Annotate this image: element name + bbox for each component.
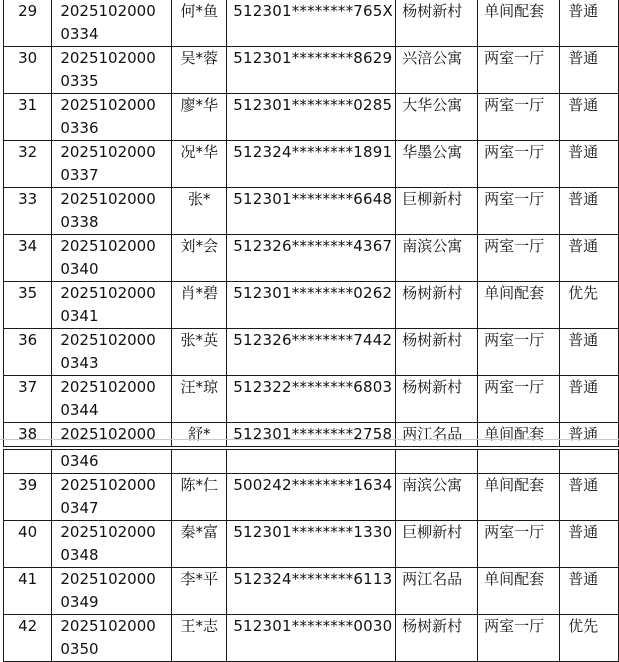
serial-number-cell: 42	[4, 615, 52, 662]
applicant-name-cell	[172, 450, 227, 474]
housing-project-cell: 南滨公寓	[396, 235, 478, 282]
serial-number-cell: 41	[4, 568, 52, 615]
applicant-name-cell: 廖*华	[172, 94, 227, 141]
table-row	[4, 423, 619, 447]
application-code-line-2: 0349	[60, 593, 99, 611]
application-code-line-2: 0343	[60, 354, 99, 372]
application-code-line-2: 0341	[60, 307, 99, 325]
application-code-cell	[52, 0, 172, 47]
housing-project-cell: 兴涪公寓	[396, 47, 478, 94]
serial-number-cell: 39	[4, 474, 52, 521]
table-row	[4, 615, 619, 662]
serial-number-cell: 30	[4, 47, 52, 94]
table-row	[4, 568, 619, 615]
application-code-line-1: 2025102000	[60, 143, 156, 161]
application-code-cell: 0346	[52, 450, 172, 474]
applicant-name-cell: 况*华	[172, 141, 227, 188]
application-code-line-1: 2025102000	[60, 96, 156, 114]
category-cell: 普通	[560, 521, 619, 568]
application-code-line-1: 2025102000	[60, 2, 156, 20]
application-code-cell	[52, 615, 172, 662]
table-row	[4, 94, 619, 141]
application-code-line-2: 0347	[60, 499, 99, 517]
category-cell: 普通	[560, 423, 619, 447]
application-code-cell	[52, 188, 172, 235]
applicant-name-cell: 肖*碧	[172, 282, 227, 329]
serial-number-cell: 31	[4, 94, 52, 141]
category-cell: 普通	[560, 568, 619, 615]
application-code-line-2: 0337	[60, 166, 99, 184]
id-number-cell: 512301********0030	[227, 615, 396, 662]
category-cell: 普通	[560, 235, 619, 282]
id-number-cell: 512301********0262	[227, 282, 396, 329]
category-cell: 优先	[560, 282, 619, 329]
application-code-line-1: 2025102000	[60, 284, 156, 302]
housing-project-cell: 杨树新村	[396, 615, 478, 662]
unit-type-cell: 单间配套	[478, 282, 560, 329]
application-code-line-1: 2025102000	[60, 237, 156, 255]
applicant-name-cell: 刘*会	[172, 235, 227, 282]
application-code-line-1: 2025102000	[60, 331, 156, 349]
applicant-name-cell: 王*志	[172, 615, 227, 662]
id-number-cell: 500242********1634	[227, 474, 396, 521]
application-code-cell	[52, 423, 172, 447]
application-code-line-2: 0344	[60, 401, 99, 419]
application-code-cell	[52, 376, 172, 423]
id-number-cell: 512301********1330	[227, 521, 396, 568]
application-code-cell	[52, 521, 172, 568]
unit-type-cell: 两室一厅	[478, 329, 560, 376]
application-code-line-2: 0336	[60, 119, 99, 137]
category-cell: 普通	[560, 141, 619, 188]
table-row	[4, 141, 619, 188]
serial-number-cell: 34	[4, 235, 52, 282]
unit-type-cell: 两室一厅	[478, 141, 560, 188]
unit-type-cell: 两室一厅	[478, 188, 560, 235]
housing-project-cell: 巨柳新村	[396, 188, 478, 235]
application-code-cell	[52, 141, 172, 188]
application-code-line-1: 2025102000	[60, 476, 156, 494]
housing-project-cell: 两江名品	[396, 423, 478, 447]
serial-number-cell: 36	[4, 329, 52, 376]
application-code-cell	[52, 282, 172, 329]
application-code-line-1: 2025102000	[60, 523, 156, 541]
id-number-cell: 512301********0285	[227, 94, 396, 141]
table-body-page-1	[4, 0, 619, 447]
applicant-name-cell: 张*英	[172, 329, 227, 376]
id-number-cell	[227, 450, 396, 474]
serial-number-cell: 37	[4, 376, 52, 423]
housing-project-cell: 杨树新村	[396, 329, 478, 376]
application-code-cell	[52, 235, 172, 282]
id-number-cell: 512301********8629	[227, 47, 396, 94]
application-code-cell	[52, 568, 172, 615]
unit-type-cell: 两室一厅	[478, 235, 560, 282]
unit-type-cell	[478, 450, 560, 474]
category-cell	[560, 450, 619, 474]
serial-number-cell: 32	[4, 141, 52, 188]
serial-number-cell: 29	[4, 0, 52, 47]
table-row	[4, 0, 619, 47]
id-number-cell: 512301********765X	[227, 0, 396, 47]
application-code-line-1: 2025102000	[60, 570, 156, 588]
allocation-table-page-2	[3, 449, 619, 662]
unit-type-cell: 两室一厅	[478, 47, 560, 94]
category-cell: 普通	[560, 0, 619, 47]
table-body-page-2	[4, 450, 619, 662]
application-code-cell	[52, 329, 172, 376]
applicant-name-cell: 李*平	[172, 568, 227, 615]
table-row	[4, 235, 619, 282]
allocation-table-page-1	[3, 0, 619, 447]
table-row	[4, 521, 619, 568]
category-cell: 普通	[560, 94, 619, 141]
applicant-name-cell: 何*鱼	[172, 0, 227, 47]
unit-type-cell: 两室一厅	[478, 376, 560, 423]
applicant-name-cell: 陈*仁	[172, 474, 227, 521]
id-number-cell: 512326********7442	[227, 329, 396, 376]
unit-type-cell: 单间配套	[478, 568, 560, 615]
table-row	[4, 282, 619, 329]
table-row	[4, 47, 619, 94]
application-code-line-2: 0348	[60, 546, 99, 564]
table-row	[4, 376, 619, 423]
unit-type-cell: 两室一厅	[478, 521, 560, 568]
unit-type-cell: 单间配套	[478, 0, 560, 47]
unit-type-cell: 单间配套	[478, 474, 560, 521]
applicant-name-cell: 舒*	[172, 423, 227, 447]
id-number-cell: 512324********6113	[227, 568, 396, 615]
table-row	[4, 188, 619, 235]
application-code-cell	[52, 474, 172, 521]
id-number-cell: 512326********4367	[227, 235, 396, 282]
applicant-name-cell: 张*	[172, 188, 227, 235]
id-number-cell: 512301********2758	[227, 423, 396, 447]
table-row-continuation	[4, 450, 619, 474]
housing-project-cell	[396, 450, 478, 474]
table-row	[4, 474, 619, 521]
category-cell: 普通	[560, 376, 619, 423]
serial-number-cell: 33	[4, 188, 52, 235]
table-row	[4, 329, 619, 376]
unit-type-cell: 两室一厅	[478, 94, 560, 141]
application-code-cell	[52, 94, 172, 141]
application-code-line-1: 2025102000	[60, 378, 156, 396]
application-code-line-1: 2025102000	[60, 190, 156, 208]
application-code-line-2: 0335	[60, 72, 99, 90]
housing-project-cell: 大华公寓	[396, 94, 478, 141]
page-break-divider	[0, 439, 619, 440]
serial-number-cell: 38	[4, 423, 52, 447]
application-code-line-2: 0338	[60, 213, 99, 231]
id-number-cell: 512324********1891	[227, 141, 396, 188]
application-code-line-2: 0350	[60, 640, 99, 658]
category-cell: 普通	[560, 329, 619, 376]
serial-number-cell	[4, 450, 52, 474]
housing-project-cell: 杨树新村	[396, 376, 478, 423]
applicant-name-cell: 吴*蓉	[172, 47, 227, 94]
application-code-cell	[52, 47, 172, 94]
housing-project-cell: 杨树新村	[396, 0, 478, 47]
serial-number-cell: 40	[4, 521, 52, 568]
category-cell: 普通	[560, 474, 619, 521]
unit-type-cell: 两室一厅	[478, 615, 560, 662]
id-number-cell: 512322********6803	[227, 376, 396, 423]
housing-project-cell: 杨树新村	[396, 282, 478, 329]
category-cell: 普通	[560, 47, 619, 94]
application-code-line-1: 2025102000	[60, 425, 156, 443]
serial-number-cell: 35	[4, 282, 52, 329]
category-cell: 优先	[560, 615, 619, 662]
housing-project-cell: 两江名品	[396, 568, 478, 615]
application-code-line-1: 2025102000	[60, 49, 156, 67]
applicant-name-cell: 汪*琼	[172, 376, 227, 423]
housing-project-cell: 南滨公寓	[396, 474, 478, 521]
applicant-name-cell: 秦*富	[172, 521, 227, 568]
housing-project-cell: 华墨公寓	[396, 141, 478, 188]
unit-type-cell: 单间配套	[478, 423, 560, 447]
housing-project-cell: 巨柳新村	[396, 521, 478, 568]
application-code-line-2: 0340	[60, 260, 99, 278]
application-code-line-2: 0334	[60, 25, 99, 43]
application-code-line-1: 2025102000	[60, 617, 156, 635]
category-cell: 普通	[560, 188, 619, 235]
id-number-cell: 512301********6648	[227, 188, 396, 235]
